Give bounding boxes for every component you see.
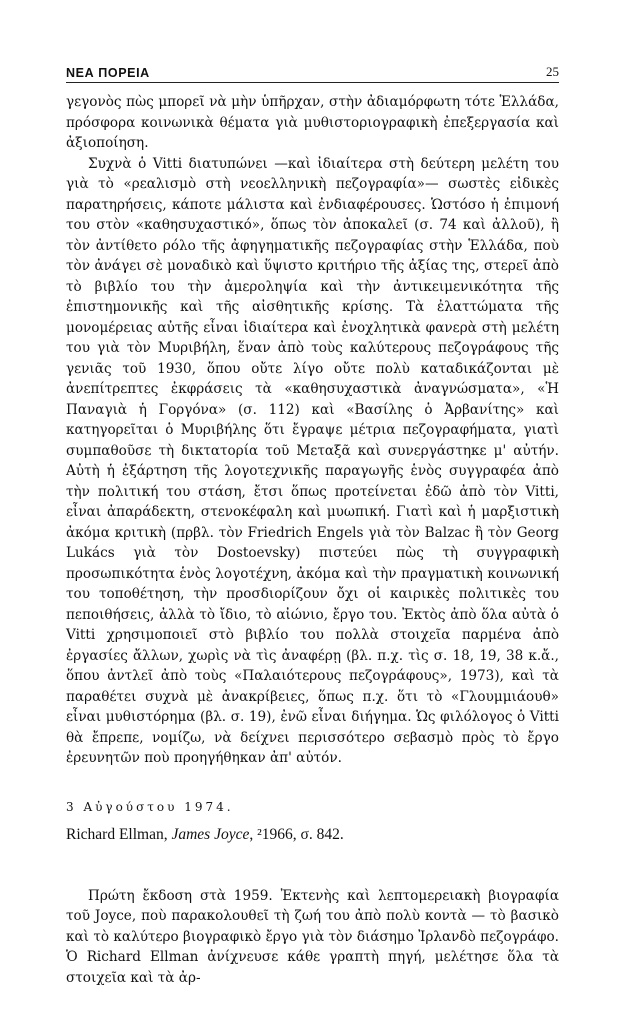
running-header <box>66 56 559 80</box>
citation-author: Richard Ellman, <box>66 826 172 843</box>
citation-details: , ²1966, σ. 842. <box>249 826 344 843</box>
paragraph: γεγονὸς πὼς μπορεῖ νὰ μὴν ὑπῆρχαν, στὴν ἀδιαμόρφωτη τότε Ἑλλάδα, πρόσφορα κοινωνικὰ θέματα γιὰ μυθιστοριογραφικὴ ἐπεξεργασία καὶ ἀξιοποίηση. <box>66 94 559 151</box>
main-text <box>66 92 559 769</box>
paragraph: Συχνὰ ὁ Vitti διατυπώνει —καὶ ἰδιαίτερα στὴ δεύτερη μελέτη του γιὰ τὸ «ρεαλισμὸ στὴ νεοελληνικὴ πεζογραφία»— σωστὲς εἰδικὲς παρατηρήσεις, κάποτε μάλιστα καὶ ἐνδιαφέρουσες. Ὡστόσο ἡ ἐπιμονή του στὸν «καθησυχαστικό», ὅπως τὸν ἀποκαλεῖ (σ. 74 καὶ ἀλλοῦ), ἢ τὸν ἀντίθετο ρόλο τῆς ἀφηγηματικῆς πεζογραφίας στὴν Ἑλλάδα, ποὺ τὸν ἀνάγει σὲ μοναδικὸ καὶ ὕψιστο κριτήριο τῆς ἀξίας της, στερεῖ ἀπὸ τὸ βιβλίο του τὴν ἀμεροληψία καὶ τὴν ἀντικειμενικότητα τῆς ἐπιστημονικῆς καὶ τῆς αἰσθητικῆς κρίσης. Τὰ ἐλαττώματα τῆς μονομέρειας αὐτῆς εἶναι ἰδιαίτερα καὶ ἐνοχλητικὰ φανερὰ στὴ μελέτη του γιὰ τὸν Μυριβήλη, ἕναν ἀπὸ τοὺς καλύτερους πεζογράφους τῆς γενιᾶς τοῦ 1930, ὅπου οὔτε λίγο οὔτε πολὺ καταδικάζονται μὲ ἀνεπίτρεπτες ἐκφράσεις τὰ «καθησυχαστικὰ ἀναγνώσματα», «Ἡ Παναγιὰ ἡ Γοργόνα» (σ. 112) καὶ «Βασίλης ὁ Ἀρβανίτης» καὶ κατηγορεῖται ὁ Μυριβήλης ὅτι ἔγραψε μέτρια πεζογραφήματα, γιατὶ συμπαθοῦσε τὴ δικτατορία τοῦ Μεταξᾶ καὶ συνεργάστηκε μ' αὐτήν. Αὐτὴ ἡ ἐξάρτηση τῆς λογοτεχνικῆς παραγωγῆς ἑνὸς συγγραφέα ἀπὸ τὴν πολιτική του στάση, ἔτσι ὅπως προτείνεται ἐδῶ ἀπὸ τὸν Vitti, εἶναι ἀπαράδεκτη, στενοκέφαλη καὶ μυωπική. Γιατὶ καὶ ἡ μαρξιστικὴ ἀκόμα κριτικὴ (πρβλ. τὸν Friedrich Engels γιὰ τὸν Balzac ἢ τὸν Georg Lukács γιὰ τὸν Dostoevsky) πιστεύει πὼς τὴ συγγραφικὴ προσωπικότητα ἑνὸς λογοτέχνη, ἀκόμα καὶ τὴν πραγματικὴ κοινωνική του τοποθέτηση, τὴν προσδιορίζουν ὄχι οἱ καιρικὲς πολιτικὲς του πεποιθήσεις, ἀλλὰ τὸ ἴδιο, τὸ αἰώνιο, ἔργο του. Ἐκτὸς ἀπὸ ὅλα αὐτὰ ὁ Vitti χρησιμοποιεῖ στὸ βιβλίο του πολλὰ στοιχεῖα παρμένα ἀπὸ ἐργασίες ἄλλων, χωρὶς νὰ τὶς ἀναφέρῃ (βλ. π.χ. τὶς σ. 18, 19, 38 κ.ἄ., ὅπου ἀντλεῖ ἀπὸ τοὺς «Παλαιότερους πεζογράφους», 1973), καὶ τὰ παραθέτει συχνὰ μὲ ἀνακρίβειες, ὅπως π.χ. ὅτι τὸ «Γλουμμιάουθ» εἶναι μυθιστόρημα (βλ. σ. 19), ἐνῶ εἶναι διήγημα. Ὡς φιλόλογος ὁ Vitti θὰ ἔπρεπε, νομίζω, νὰ δείχνει περισσότερο σεβασμὸ πρὸς τὸ ἔργο ἐρευνητῶν ποὺ προηγήθηκαν ἀπ' αὐτόν. <box>66 155 559 766</box>
citation-title: James Joyce <box>171 826 250 843</box>
book-citation <box>66 826 559 844</box>
review-text <box>66 872 559 1002</box>
journal-title: ΝΕΑ ΠΟΡΕΙΑ <box>66 66 150 80</box>
date-line: 3 Αὐγούστου 1974. <box>66 800 234 814</box>
paragraph: Πρώτη ἔκδοση στὰ 1959. Ἐκτενὴς καὶ λεπτομερειακὴ βιογραφία τοῦ Joyce, ποὺ παρακολουθεῖ τὴ ζωή του ἀπὸ πολὺ κοντὰ — τὸ βασικὸ καὶ τὸ καλύτερο βιογραφικὸ ἔργο γιὰ τὸν διάσημο Ἰρλανδὸ πεζογράφο. Ὁ Richard Ellman ἀνίχνευσε κάθε γραπτὴ πηγή, μελέτησε ὅλα τὰ στοιχεῖα καὶ τὰ ἀρ- <box>66 887 559 986</box>
header-rule <box>66 82 559 83</box>
page-number: 25 <box>546 64 559 79</box>
